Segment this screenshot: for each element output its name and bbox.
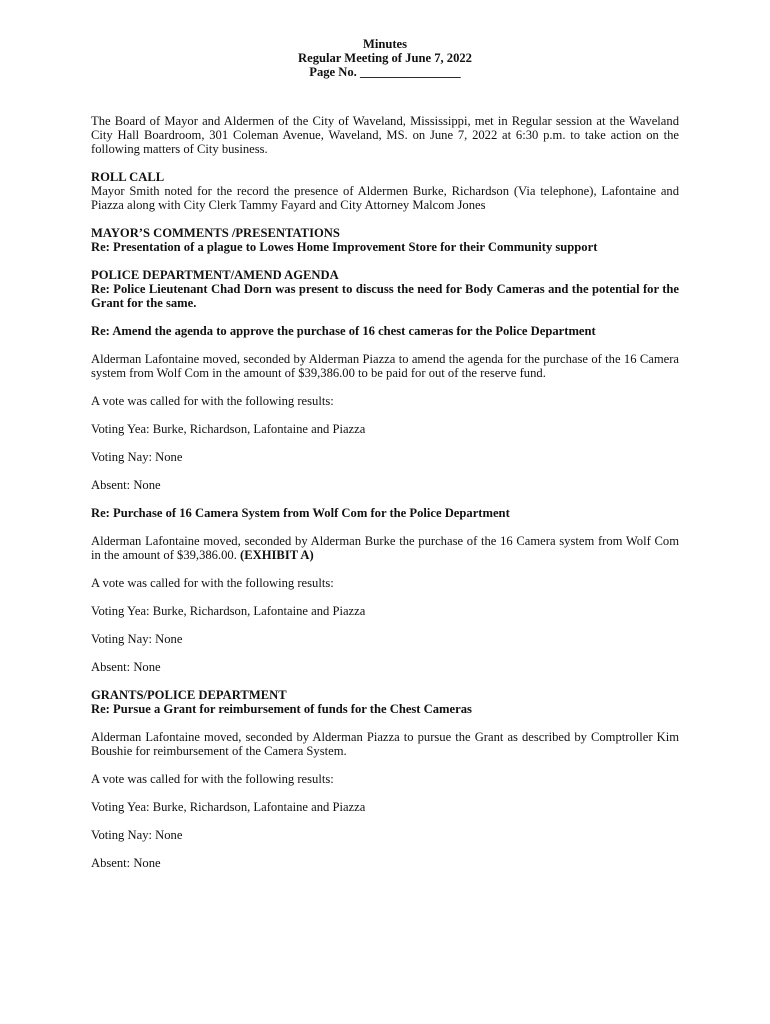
mayors-comments-re: Re: Presentation of a plague to Lowes Home Improvement Store for their Community support [91,240,598,254]
roll-call-heading: ROLL CALL [91,170,165,184]
purchase-vote-yea: Voting Yea: Burke, Richardson, Lafontaine and Piazza [91,604,366,618]
purchase-vote-called: A vote was called for with the following results: [91,576,334,590]
meeting-subtitle: Regular Meeting of June 7, 2022 [298,51,472,65]
police-amend-vote-absent: Absent: None [91,478,161,492]
mayors-comments-section [91,226,679,254]
purchase-motion [91,534,679,562]
grants-vote-absent: Absent: None [91,856,161,870]
grants-re: Re: Pursue a Grant for reimbursement of funds for the Chest Cameras [91,702,472,716]
grants-vote-called: A vote was called for with the following results: [91,772,334,786]
police-amend-re-1: Re: Police Lieutenant Chad Dorn was present to discuss the need for Body Cameras and the potential for the Grant for the same. [91,282,679,310]
roll-call-text: Mayor Smith noted for the record the presence of Aldermen Burke, Richardson (Via telephone), Lafontaine and Piazza along with City Clerk Tammy Fayard and City Attorney Malcom Jones [91,184,679,212]
page-number-line: Page No. ________________ [309,65,461,79]
roll-call-section [91,170,679,212]
document-header [91,37,679,79]
grants-vote-nay: Voting Nay: None [91,828,183,842]
purchase-motion-text: Alderman Lafontaine moved, seconded by Alderman Burke the purchase of the 16 Camera system from Wolf Com in the amount of $39,386.00. [91,534,679,562]
police-amend-motion: Alderman Lafontaine moved, seconded by Alderman Piazza to amend the agenda for the purchase of the 16 Camera system from Wolf Com in the amount of $39,386.00 to be paid for out of the reserve fund. [91,352,679,380]
purchase-re: Re: Purchase of 16 Camera System from Wolf Com for the Police Department [91,506,510,520]
grants-heading: GRANTS/POLICE DEPARTMENT [91,688,287,702]
police-amend-vote-yea: Voting Yea: Burke, Richardson, Lafontaine and Piazza [91,422,366,436]
document-title: Minutes [362,37,408,51]
police-amend-section [91,268,679,492]
purchase-section [91,506,679,674]
grants-motion: Alderman Lafontaine moved, seconded by Alderman Piazza to pursue the Grant as described by Comptroller Kim Boushie for reimbursement of the Camera System. [91,730,679,758]
police-amend-vote-nay: Voting Nay: None [91,450,183,464]
document-page [91,37,679,870]
grants-section [91,688,679,870]
police-amend-vote-called: A vote was called for with the following results: [91,394,334,408]
mayors-comments-heading: MAYOR’S COMMENTS /PRESENTATIONS [91,226,340,240]
police-amend-re-2: Re: Amend the agenda to approve the purchase of 16 chest cameras for the Police Department [91,324,596,338]
purchase-vote-nay: Voting Nay: None [91,632,183,646]
exhibit-label: (EXHIBIT A) [240,548,314,562]
police-amend-heading: POLICE DEPARTMENT/AMEND AGENDA [91,268,339,282]
intro-paragraph: The Board of Mayor and Aldermen of the City of Waveland, Mississippi, met in Regular session at the Waveland City Hall Boardroom, 301 Coleman Avenue, Waveland, MS. on June 7, 2022 at 6:30 p.m. to take action on the following matters of City business. [91,114,679,156]
purchase-vote-absent: Absent: None [91,660,161,674]
grants-vote-yea: Voting Yea: Burke, Richardson, Lafontaine and Piazza [91,800,366,814]
